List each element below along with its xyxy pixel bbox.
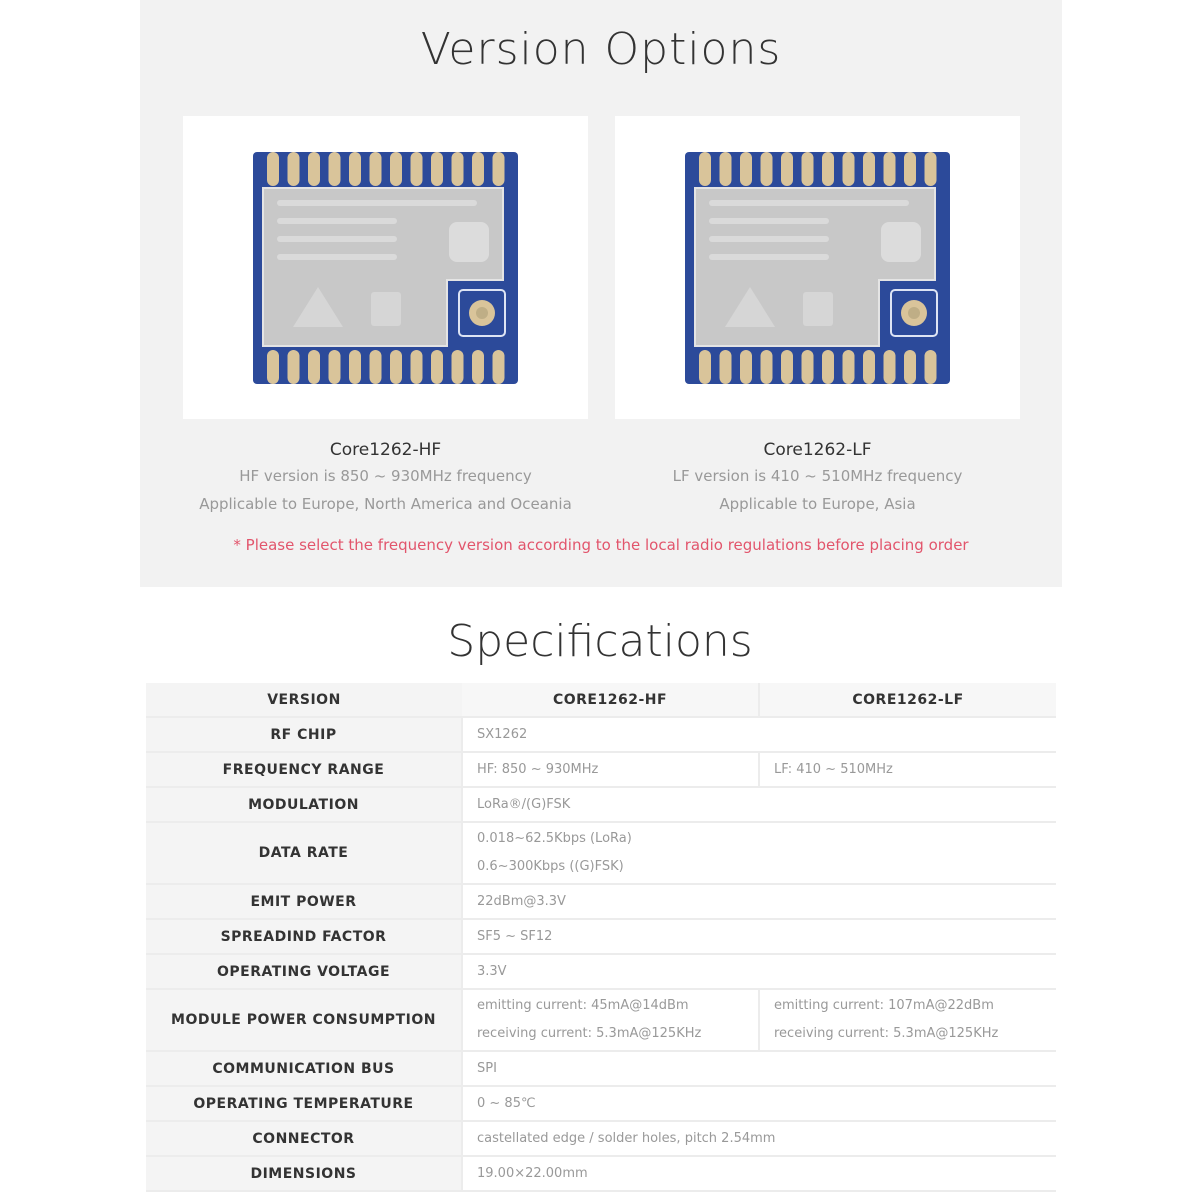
row-value-lf: LF: 410 ~ 510MHz xyxy=(759,752,1056,787)
row-label: EMIT POWER xyxy=(146,884,462,919)
frequency-desc-hf: HF version is 850 ~ 930MHz frequency xyxy=(239,467,532,485)
castellated-pad xyxy=(472,350,484,384)
castellated-pad xyxy=(843,152,855,186)
castellated-pad xyxy=(288,350,300,384)
table-row xyxy=(146,989,1056,1051)
castellated-pad xyxy=(267,152,279,186)
module-photo-hf xyxy=(253,152,518,384)
castellated-pad xyxy=(884,152,896,186)
row-label: FREQUENCY RANGE xyxy=(146,752,462,787)
shield-print xyxy=(277,236,397,242)
castellated-pad xyxy=(802,350,814,384)
castellated-pad xyxy=(904,350,916,384)
module-photo-lf xyxy=(685,152,950,384)
row-value-lf xyxy=(759,989,1056,1051)
antenna-connector-center xyxy=(908,307,920,319)
shield-print xyxy=(277,218,397,224)
castellated-pad xyxy=(843,350,855,384)
castellated-pad xyxy=(781,350,793,384)
specifications-title: Specifications xyxy=(447,616,753,667)
table-row xyxy=(146,1051,1056,1086)
table-row xyxy=(146,1086,1056,1121)
castellated-pad xyxy=(349,152,361,186)
castellated-pad xyxy=(267,350,279,384)
shield-print xyxy=(277,254,397,260)
row-value: castellated edge / solder holes, pitch 2.54mm xyxy=(462,1121,1056,1156)
shield-print xyxy=(709,218,829,224)
table-row xyxy=(146,1156,1056,1191)
row-label: COMMUNICATION BUS xyxy=(146,1051,462,1086)
table-row xyxy=(146,752,1056,787)
table-row xyxy=(146,1121,1056,1156)
table-row xyxy=(146,954,1056,989)
castellated-pad xyxy=(720,350,732,384)
version-options-section xyxy=(140,0,1062,587)
row-value: SPI xyxy=(462,1051,1056,1086)
castellated-pad xyxy=(308,350,320,384)
castellated-pad xyxy=(761,350,773,384)
row-value: 3.3V xyxy=(462,954,1056,989)
castellated-pad xyxy=(452,152,464,186)
castellated-pad xyxy=(390,152,402,186)
row-value: LoRa®/(G)FSK xyxy=(462,787,1056,822)
row-value: SX1262 xyxy=(462,717,1056,752)
castellated-pad xyxy=(472,152,484,186)
row-label: OPERATING VOLTAGE xyxy=(146,954,462,989)
header-hf: CORE1262-HF xyxy=(462,683,759,717)
castellated-pad xyxy=(390,350,402,384)
table-row xyxy=(146,822,1056,884)
shield-print xyxy=(277,200,477,206)
castellated-pad xyxy=(699,152,711,186)
castellated-pad xyxy=(493,350,505,384)
row-value: 22dBm@3.3V xyxy=(462,884,1056,919)
castellated-pad xyxy=(699,350,711,384)
brand-logo xyxy=(881,222,921,262)
castellated-pad xyxy=(761,152,773,186)
castellated-pad xyxy=(904,152,916,186)
shield-print xyxy=(709,200,909,206)
row-value-hf xyxy=(462,989,759,1051)
castellated-pad xyxy=(370,152,382,186)
frequency-desc-lf: LF version is 410 ~ 510MHz frequency xyxy=(672,467,963,485)
power-receive-hf: receiving current: 5.3mA@125KHz xyxy=(477,1026,702,1041)
shield-print xyxy=(709,236,829,242)
regulation-notice: * Please select the frequency version according to the local radio regulations before placing order xyxy=(233,536,969,554)
recycle-icon xyxy=(803,292,833,326)
power-receive-lf: receiving current: 5.3mA@125KHz xyxy=(774,1026,999,1041)
castellated-pad xyxy=(925,152,937,186)
row-label: DIMENSIONS xyxy=(146,1156,462,1191)
castellated-pad xyxy=(370,350,382,384)
castellated-pad xyxy=(452,350,464,384)
castellated-pad xyxy=(720,152,732,186)
brand-logo xyxy=(449,222,489,262)
row-value-hf: HF: 850 ~ 930MHz xyxy=(462,752,759,787)
data-rate-lora: 0.018~62.5Kbps (LoRa) xyxy=(477,831,632,846)
castellated-pad xyxy=(288,152,300,186)
data-rate-gfsk: 0.6~300Kbps ((G)FSK) xyxy=(477,859,624,874)
castellated-pad xyxy=(493,152,505,186)
header-version: VERSION xyxy=(146,683,462,717)
castellated-pad xyxy=(925,350,937,384)
specifications-table xyxy=(146,683,1056,1192)
version-name-lf: Core1262-LF xyxy=(763,440,872,460)
region-desc-lf: Applicable to Europe, Asia xyxy=(719,495,916,513)
castellated-pad xyxy=(411,152,423,186)
shield-print xyxy=(709,254,829,260)
version-options-title: Version Options xyxy=(420,24,782,75)
row-value: 0 ~ 85℃ xyxy=(462,1086,1056,1121)
product-image-lf xyxy=(615,116,1020,419)
antenna-connector-center xyxy=(476,307,488,319)
castellated-pad xyxy=(329,152,341,186)
recycle-icon xyxy=(371,292,401,326)
castellated-pad xyxy=(802,152,814,186)
castellated-pad xyxy=(781,152,793,186)
castellated-pad xyxy=(308,152,320,186)
castellated-pad xyxy=(863,152,875,186)
table-row xyxy=(146,717,1056,752)
row-value xyxy=(462,822,1056,884)
castellated-pad xyxy=(431,350,443,384)
row-label: CONNECTOR xyxy=(146,1121,462,1156)
castellated-pad xyxy=(411,350,423,384)
caption-lf xyxy=(615,438,1020,518)
row-label: DATA RATE xyxy=(146,822,462,884)
castellated-pad xyxy=(329,350,341,384)
row-value: SF5 ~ SF12 xyxy=(462,919,1056,954)
region-desc-hf: Applicable to Europe, North America and Oceania xyxy=(199,495,572,513)
row-label: MODULE POWER CONSUMPTION xyxy=(146,989,462,1051)
row-label: RF CHIP xyxy=(146,717,462,752)
power-emit-lf: emitting current: 107mA@22dBm xyxy=(774,998,994,1013)
table-row xyxy=(146,919,1056,954)
castellated-pad xyxy=(431,152,443,186)
table-row xyxy=(146,884,1056,919)
castellated-pad xyxy=(740,152,752,186)
table-row xyxy=(146,787,1056,822)
table-header-row xyxy=(146,683,1056,717)
castellated-pad xyxy=(822,152,834,186)
row-label: OPERATING TEMPERATURE xyxy=(146,1086,462,1121)
castellated-pad xyxy=(822,350,834,384)
version-name-hf: Core1262-HF xyxy=(329,440,442,460)
power-emit-hf: emitting current: 45mA@14dBm xyxy=(477,998,689,1013)
castellated-pad xyxy=(863,350,875,384)
row-value: 19.00×22.00mm xyxy=(462,1156,1056,1191)
row-label: SPREADIND FACTOR xyxy=(146,919,462,954)
castellated-pad xyxy=(349,350,361,384)
castellated-pad xyxy=(740,350,752,384)
caption-hf xyxy=(183,438,588,518)
castellated-pad xyxy=(884,350,896,384)
product-image-hf xyxy=(183,116,588,419)
header-lf: CORE1262-LF xyxy=(759,683,1056,717)
row-label: MODULATION xyxy=(146,787,462,822)
